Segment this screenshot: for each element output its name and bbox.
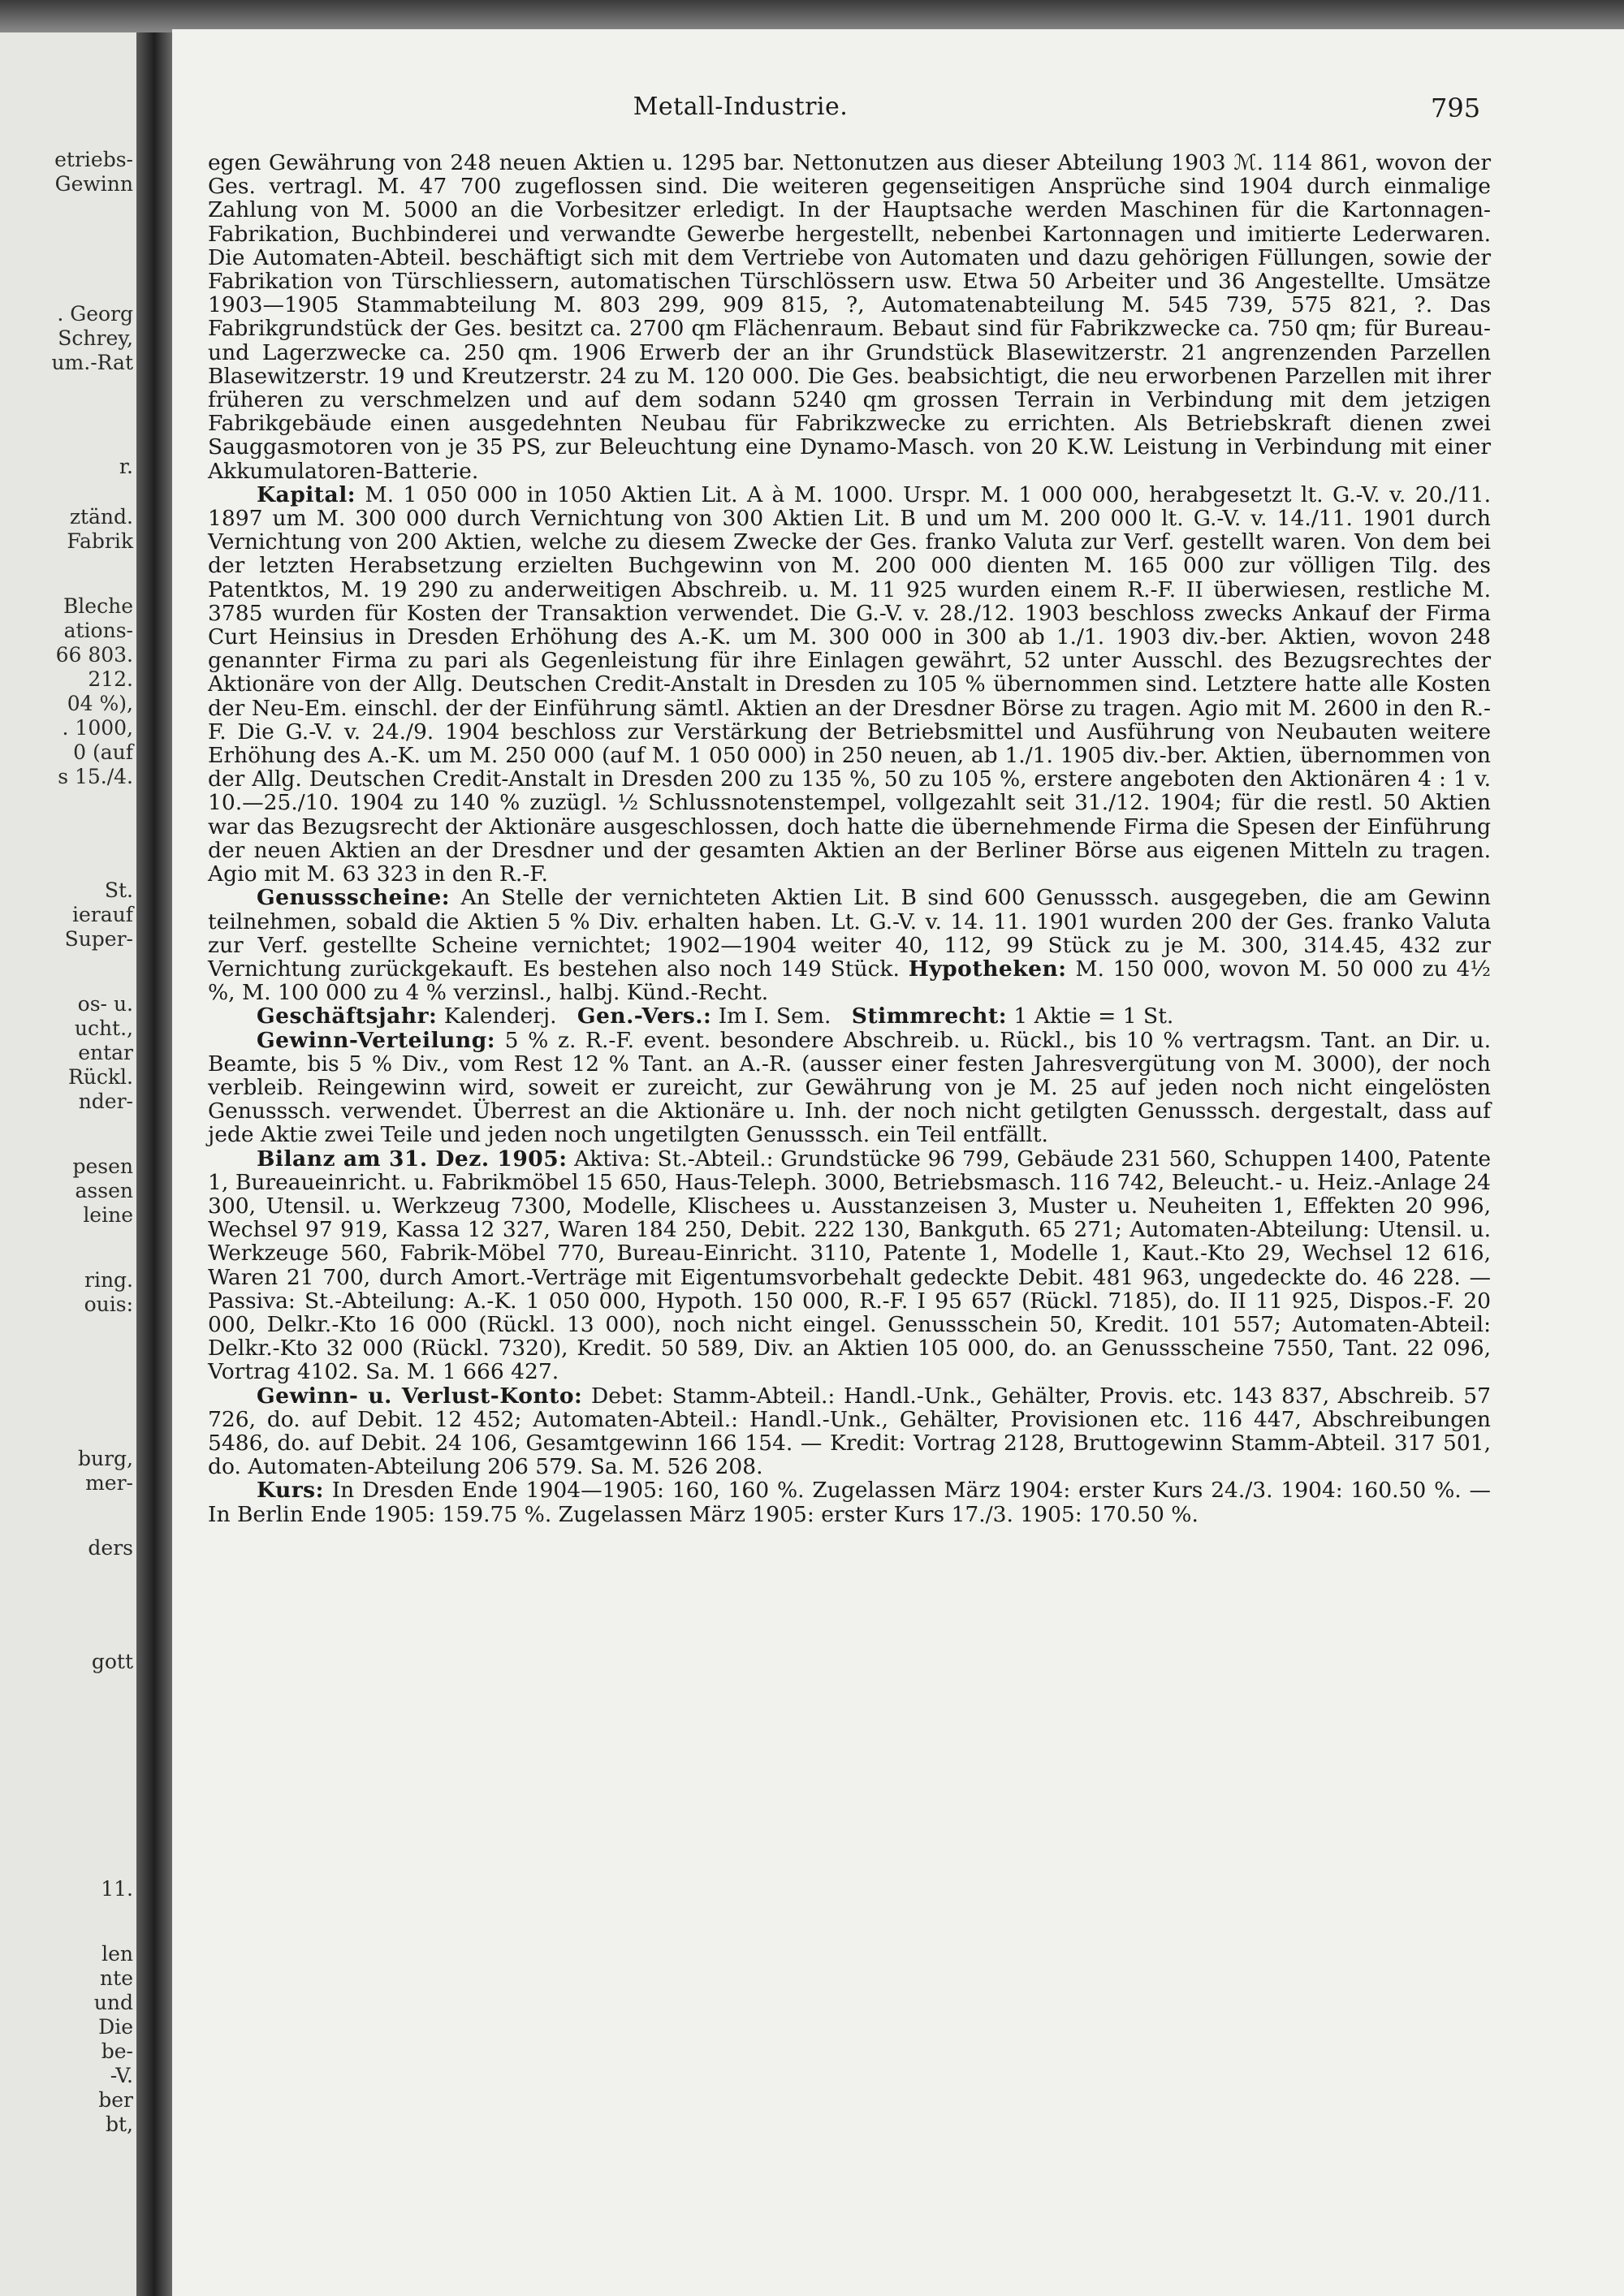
page-number: 795: [1431, 93, 1481, 123]
left-page-fragment: mer-: [85, 1471, 133, 1495]
section-keyword: Bilanz am 31. Dez. 1905:: [257, 1146, 568, 1172]
paragraph-text: 1 Aktie = 1 St.: [1013, 1003, 1174, 1029]
paragraph-text: Kalenderj.: [443, 1003, 557, 1029]
paragraph-kurs: [208, 1478, 1491, 1526]
paragraph-text: Debet: Stamm-Abteil.: Handl.-Unk., Gehälter, Provis. etc. 143 837, Abschreib. 57 726, do. auf Debit. 12 452; Automaten-Abteil.: Handl.-Unk., Gehälter, Provisionen etc. 116 447, Abschreibungen 5486, do. auf Debit. 24 106, Gesamtgewinn 166 154. — Kredit: Vortrag 2128, Bruttogewinn Stamm-Abteil. 317 501, do. Automaten-Abteilung 206 579. Sa. M. 526 208.: [208, 1383, 1491, 1480]
left-page-fragment: Rückl.: [67, 1065, 133, 1089]
left-page-fragment: leine: [83, 1203, 133, 1227]
section-keyword: Kapital:: [257, 481, 356, 507]
paragraph-geschaeftsjahr: [208, 1004, 1491, 1028]
section-keyword: Geschäftsjahr:: [257, 1003, 438, 1029]
section-keyword: Gen.-Vers.:: [577, 1003, 712, 1029]
left-page-fragment: 11.: [101, 1877, 133, 1901]
left-page-fragment: bt,: [106, 2113, 133, 2136]
left-page-fragment: ring.: [84, 1268, 133, 1292]
paragraph-text: Aktiva: St.-Abteil.: Grundstücke 96 799, Gebäude 231 560, Schuppen 1400, Patente 1, Bureaueinricht. u. Fabrikmöbel 15 650, Haus-Teleph. 3000, Betriebsmasch. 116 742, Beleucht.- u. Heiz.-Anlage 24 300, Utensil. u. Werkzeug 7300, Modelle, Klischees u. Ausstanzeisen 3, Muster u. Neuheiten 1, Effekten 20 996, Wechsel 97 919, Kassa 12 327, Waren 184 250, Debit. 222 130, Bankguth. 65 271; Automaten-Abteilung: Utensil. u. Werkzeuge 560, Fabrik-Möbel 770, Bureau-Einricht. 3110, Patente 1, Modelle 1, Kaut.-Kto 29, Wechsel 12 616, Waren 21 700, durch Amort.-Verträge mit Eigentumsvorbehalt gedeckte Debit. 481 963, ungedeckte do. 46 228. — Passiva: St.-Abteilung: A.-K. 1 050 000, Hypoth. 150 000, R.-F. I 95 657 (Rückl. 7185), do. II 11 925, Dispos.-F. 20 000, Delkr.-Kto 16 000 (Rückl. 13 000), noch nicht eingel. Genussschein 50, Kredit. 101 557; Automaten-Abteil: Delkr.-Kto 32 000 (Rückl. 7320), Kredit. 50 589, Div. an Aktien 105 000, do. an Genussscheine 7550, Tant. 22 096, Vortrag 4102. Sa. M. 1 666 427.: [208, 1146, 1492, 1385]
left-page-fragment: Schrey,: [58, 326, 133, 350]
paragraph-text: M. 1 050 000 in 1050 Aktien Lit. A à M. 1000. Urspr. M. 1 000 000, herabgesetzt lt. G.-V. v. 20./11. 1897 um M. 300 000 durch Vernichtung von 300 Aktien Lit. B und um M. 200 000 lt. G.-V. v. 14./11. 1901 durch Vernichtung von 200 Aktien, welche zu diesem Zwecke der Ges. franko Valuta zur Verf. gestellt waren. Von dem bei der letzten Herabsetzung erzielten Buchgewinn von M. 200 000 dienten M. 165 000 zur völligen Tilg. des Patentktos, M. 19 290 zu anderweitigen Abschreib. u. M. 11 925 wurden einem R.-F. II überwiesen, restliche M. 3785 wurden für Kosten der Transaktion verwendet. Die G.-V. v. 28./12. 1903 beschloss zwecks Ankauf der Firma Curt Heinsius in Dresden Erhöhung des A.-K. um M. 300 000 in 300 ab 1./1. 1903 div.-ber. Aktien, wovon 248 genannter Firma zu pari als Gegenleistung für ihre Einlagen gewährt, 52 unter Ausschl. des Bezugsrechtes der Aktionäre von der Allg. Deutschen Credit-Anstalt in Dresden zu 105 % übernommen sind. Letztere hatte alle Kosten der Neu-Em. einschl. der der Einführung sämtl. Aktien an der Dresdner Börse zu tragen. Agio mit M. 2600 in den R.-F. Die G.-V. v. 24./9. 1904 beschloss zur Verstärkung der Betriebsmittel und Ausführung von Neubauten weitere Erhöhung des A.-K. um M. 250 000 (auf M. 1 050 000) in 250 neuen, ab 1./1. 1905 div.-ber. Aktien, übernommen von der Allg. Deutschen Credit-Anstalt in Dresden 200 zu 135 %, 50 zu 105 %, erstere angeboten den Aktionären 4 : 1 v. 10.—25./10. 1904 zu 140 % zuzügl. ½ Schlussnotenstempel, vollgezahlt seit 31./12. 1904; für die restl. 50 Aktien war das Bezugsrecht der Aktionäre ausgeschlossen, doch hatte die übernehmende Firma die Spesen der Einführung der neuen Aktien an der Dresdner und der gesamten Aktien an der Berliner Börse aus eigenen Mitteln zu tragen. Agio mit M. 63 323 in den R.-F.: [208, 481, 1491, 887]
left-page-fragment: Die: [98, 2015, 133, 2039]
section-keyword: Genussscheine:: [257, 885, 451, 911]
left-page-fragment: entar: [78, 1041, 133, 1064]
left-page-fragment: os- u.: [77, 992, 133, 1016]
left-page-fragment: 04 %),: [67, 692, 133, 715]
section-keyword: Gewinn-Verteilung:: [257, 1027, 496, 1053]
left-page-fragment: Gewinn: [54, 172, 133, 196]
left-page-fragment: gott: [91, 1650, 133, 1673]
left-page-fragment: be-: [101, 2039, 133, 2063]
paragraph-text: egen Gewährung von 248 neuen Aktien u. 1295 bar. Nettonutzen aus dieser Abteilung 1903 ℳ. 114 861, wovon der Ges. vertragl. M. 47 700 zugeflossen sind. Die weiteren gegenseitigen Ansprüche sind 1904 durch einmalige Zahlung von M. 5000 an die Vorbesitzer erledigt. In der Hauptsache werden Maschinen für die Kartonnagen-Fabrikation, Buchbinderei und verwandte Gewerbe hergestellt, nebenbei Kartonnagen und imitierte Lederwaren. Die Automaten-Abteil. beschäftigt sich mit dem Vertriebe von Automaten und dazu gehörigen Füllungen, sowie der Fabrikation von Türschliessern, automatischen Türschlössern usw. Etwa 50 Arbeiter und 36 Angestellte. Umsätze 1903—1905 Stammabteilung M. 803 299, 909 815, ?, Automatenabteilung M. 545 739, 575 821, ?. Das Fabrikgrundstück der Ges. besitzt ca. 2700 qm Flächenraum. Bebaut sind für Fabrikzwecke ca. 750 qm; für Bureau- und Lagerzwecke ca. 250 qm. 1906 Erwerb der an ihr Grundstück Blasewitzerstr. 21 angrenzenden Parzellen Blasewitzerstr. 19 und Kreutzerstr. 24 zu M. 120 000. Die Ges. beabsichtigt, die neu erworbenen Parzellen mit ihrer früheren zu verschmelzen und auf dem sodann 5240 qm grossen Terrain in Verbindung mit dem jetzigen Fabrikgebäude einen ausgedehnten Neubau für Fabrikzwecke zu errichten. Als Betriebskraft dienen zwei Sauggasmotoren von je 35 PS, zur Beleuchtung eine Dynamo-Masch. von 20 K.W. Leistung in Verbindung mit einer Akkumulatoren-Batterie.: [208, 150, 1491, 484]
paragraph-genussscheine: [208, 886, 1491, 1004]
paragraph-kapital: [208, 483, 1491, 886]
left-page-fragment: s 15./4.: [58, 765, 133, 788]
paragraph-gewinn-verteilung: [208, 1029, 1491, 1147]
book-gutter: [136, 0, 172, 2296]
left-page-fragment: -V.: [110, 2064, 133, 2087]
left-page-fragment: ucht.,: [74, 1016, 133, 1040]
running-title: Metall-Industrie.: [633, 93, 849, 121]
page-header: [172, 93, 1481, 125]
left-page-fragment: Super-: [64, 927, 133, 951]
left-page-fragment: assen: [75, 1179, 133, 1202]
section-keyword: Stimmrecht:: [851, 1003, 1007, 1029]
left-page-fragment: ztänd.: [69, 505, 133, 529]
paragraph-text: M. 150 000, wovon M. 50 000 zu 4½ %, M. 100 000 zu 4 % verzinsl., halbj. Künd.-Recht.: [208, 956, 1491, 1006]
left-page-fragment: 66 803.: [55, 643, 133, 667]
section-keyword: Hypotheken:: [908, 956, 1067, 982]
left-page-fragment: Bleche: [63, 594, 133, 618]
left-page-fragment: nder-: [78, 1090, 133, 1113]
paragraph-text: In Dresden Ende 1904—1905: 160, 160 %. Zugelassen März 1904: erster Kurs 24./3. 1904: 160.50 %. — In Berlin Ende 1905: 159.75 %. Zugelassen März 1905: erster Kurs 17./3. 1905: 170.50 %.: [208, 1478, 1491, 1527]
left-page-fragment: . Georg: [57, 302, 133, 326]
left-page-fragment: burg,: [77, 1447, 133, 1470]
body-text: [208, 151, 1491, 1526]
left-page-fragment: . 1000,: [62, 716, 133, 740]
scan-top-edge: [0, 0, 1624, 32]
left-page-fragment: ouis:: [84, 1293, 133, 1316]
adjacent-page-strip: [0, 0, 136, 2296]
paragraph-text: 5 % z. R.-F. event. besondere Abschreib. u. Rückl., bis 10 % vertragsm. Tant. an Dir. u. Beamte, bis 5 % Div., vom Rest 12 % Tant. an A.-R. (ausser einer festen Jahresvergütung von M. 3000), der noch verbleib. Reingewinn wird, soweit er zureicht, zur Gewährung von je M. 25 auf jeden noch nicht eingelösten Genusssch. verwendet. Überrest an die Aktionäre u. Inh. der noch nicht getilgten Genusssch. dergestalt, dass auf jede Aktie zwei Teile und jeden noch ungetilgten Genusssch. ein Teil entfällt.: [208, 1027, 1491, 1148]
left-page-fragment: nte: [100, 1966, 133, 1990]
section-keyword: Gewinn- u. Verlust-Konto:: [257, 1383, 583, 1409]
left-page-fragment: pesen: [72, 1154, 133, 1178]
left-page-fragment: um.-Rat: [51, 351, 133, 374]
paragraph-bilanz: [208, 1147, 1491, 1384]
paragraph-text: Im I. Sem.: [718, 1003, 831, 1029]
left-page-fragment: r.: [119, 455, 133, 478]
document-page: [172, 29, 1624, 2296]
left-page-fragment: ber: [98, 2088, 133, 2112]
left-page-fragment: und: [93, 1991, 133, 2014]
left-page-fragment: 212.: [88, 667, 133, 691]
left-page-fragment: len: [102, 1942, 133, 1966]
left-page-fragment: 0 (auf: [73, 740, 133, 764]
left-page-fragment: ations-: [63, 619, 133, 642]
paragraph-text: An Stelle der vernichteten Aktien Lit. B sind 600 Genusssch. ausgegeben, die am Gewinn teilnehmen, sobald die Aktien 5 % Div. erhalten haben. Lt. G.-V. v. 14. 11. 1901 wurden 200 der Ges. franko Valuta zur Verf. gestellte Scheine vernichtet; 1902—1904 weiter 40, 112, 99 Stück zu je M. 300, 314.45, 432 zur Vernichtung zurückgekauft. Es bestehen also noch 149 Stück.: [208, 885, 1491, 982]
paragraph-gewinn-verlust: [208, 1384, 1491, 1479]
left-page-fragment: ierauf: [72, 903, 133, 926]
paragraph-intro: [208, 151, 1491, 483]
left-page-fragment: etriebs-: [54, 148, 133, 171]
left-page-fragment: St.: [104, 878, 133, 902]
left-page-fragment: Fabrik: [67, 529, 133, 553]
section-keyword: Kurs:: [257, 1478, 324, 1504]
left-page-fragment: ders: [88, 1536, 133, 1560]
